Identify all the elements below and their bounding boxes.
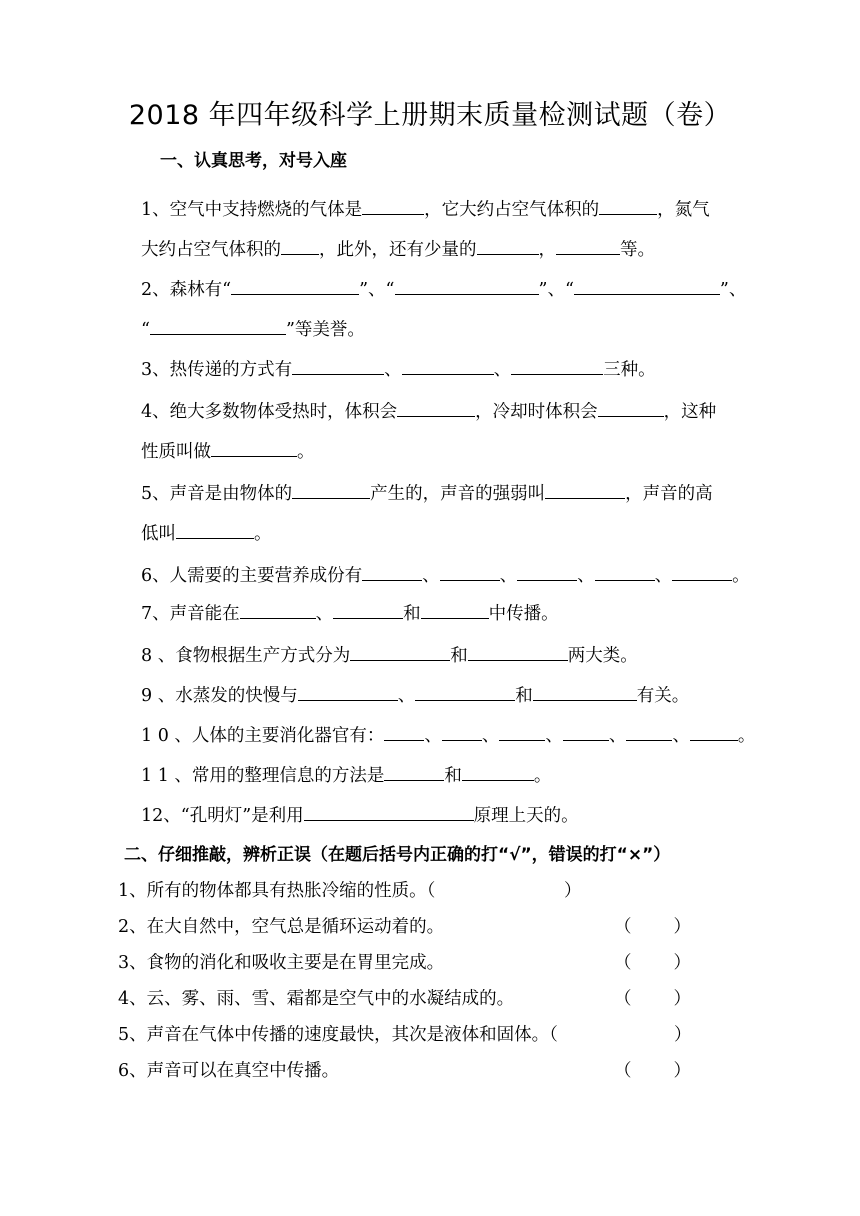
answer-blank[interactable] xyxy=(415,682,515,701)
answer-blank[interactable] xyxy=(231,276,359,295)
answer-paren-5[interactable]: ） xyxy=(674,1025,692,1045)
page-title: 2018 年四年级科学上册期末质量检测试题（卷） xyxy=(128,100,732,131)
answer-blank[interactable] xyxy=(211,438,297,457)
answer-blank[interactable] xyxy=(499,722,545,741)
answer-blank[interactable] xyxy=(292,356,384,375)
answer-blank[interactable] xyxy=(599,196,657,215)
question-5-line-1: 5、声音是由物体的 产生的，声音的强弱叫 ，声音的高 xyxy=(141,480,713,507)
answer-blank[interactable] xyxy=(362,562,422,581)
judge-item-3: 3、食物的消化和吸收主要是在胃里完成。 xyxy=(118,953,445,973)
answer-blank[interactable] xyxy=(298,682,398,701)
question-7: 7、声音能在 、 和 中传播。 xyxy=(141,600,559,627)
answer-blank[interactable] xyxy=(598,398,664,417)
answer-paren-1[interactable]: ） xyxy=(564,881,582,901)
answer-blank[interactable] xyxy=(176,520,254,539)
answer-blank[interactable] xyxy=(517,562,577,581)
answer-paren-2[interactable]: （ ） xyxy=(614,917,691,937)
answer-blank[interactable] xyxy=(672,562,732,581)
answer-blank[interactable] xyxy=(563,722,609,741)
question-10: 1 0 、人体的主要消化器官有： 、 、 、 、 、 。 xyxy=(141,722,755,749)
question-8: 8 、食物根据生产方式分为 和 两大类。 xyxy=(141,642,638,669)
answer-blank[interactable] xyxy=(395,276,539,295)
answer-blank[interactable] xyxy=(574,276,720,295)
answer-blank[interactable] xyxy=(397,398,475,417)
question-2-line-1: 2、森林有“ ”、“ ”、“ ”、 xyxy=(141,276,746,303)
answer-blank[interactable] xyxy=(421,600,489,619)
question-11: 1 1 、常用的整理信息的方法是 和 。 xyxy=(141,762,551,789)
question-6: 6、人需要的主要营养成份有 、 、 、 、 。 xyxy=(141,562,750,589)
answer-blank[interactable] xyxy=(690,722,738,741)
answer-blank[interactable] xyxy=(440,562,500,581)
answer-paren-3[interactable]: （ ） xyxy=(614,953,691,973)
answer-blank[interactable] xyxy=(533,682,637,701)
answer-blank[interactable] xyxy=(384,722,424,741)
answer-paren-4[interactable]: （ ） xyxy=(614,989,691,1009)
question-4-line-2: 性质叫做 。 xyxy=(141,438,315,465)
answer-blank[interactable] xyxy=(292,480,370,499)
answer-blank[interactable] xyxy=(442,722,482,741)
judge-item-5: 5、声音在气体中传播的速度最快，其次是液体和固体。（ xyxy=(118,1025,558,1045)
answer-blank[interactable] xyxy=(511,356,603,375)
answer-paren-6[interactable]: （ ） xyxy=(614,1061,691,1081)
answer-blank[interactable] xyxy=(350,642,450,661)
judge-item-2: 2、在大自然中，空气总是循环运动着的。 xyxy=(118,917,445,937)
question-3: 3、热传递的方式有 、 、 三种。 xyxy=(141,356,656,383)
answer-blank[interactable] xyxy=(304,802,474,821)
answer-blank[interactable] xyxy=(333,600,403,619)
question-2-line-2: “ ”等美誉。 xyxy=(141,316,365,343)
question-4-line-1: 4、绝大多数物体受热时，体积会 ，冷却时体积会 ，这种 xyxy=(141,398,716,425)
judge-item-6: 6、声音可以在真空中传播。 xyxy=(118,1061,340,1081)
answer-blank[interactable] xyxy=(477,236,539,255)
judge-item-1: 1、所有的物体都具有热胀冷缩的性质。（ xyxy=(118,881,436,901)
section-2-heading: 二、仔细推敲，辨析正误（在题后括号内正确的打“√”，错误的打“×”） xyxy=(124,845,671,865)
section-1-heading: 一、认真思考，对号入座 xyxy=(160,151,347,171)
answer-blank[interactable] xyxy=(281,236,319,255)
answer-blank[interactable] xyxy=(556,236,620,255)
answer-blank[interactable] xyxy=(402,356,494,375)
answer-blank[interactable] xyxy=(150,316,286,335)
question-5-line-2: 低叫 。 xyxy=(141,520,272,547)
question-9: 9 、水蒸发的快慢与 、 和 有关。 xyxy=(141,682,689,709)
answer-blank[interactable] xyxy=(626,722,672,741)
answer-blank[interactable] xyxy=(468,642,568,661)
judge-item-4: 4、云、雾、雨、雪、霜都是空气中的水凝结成的。 xyxy=(118,989,515,1009)
answer-blank[interactable] xyxy=(362,196,424,215)
answer-blank[interactable] xyxy=(240,600,316,619)
answer-blank[interactable] xyxy=(545,480,625,499)
answer-blank[interactable] xyxy=(595,562,655,581)
answer-blank[interactable] xyxy=(384,762,444,781)
question-12: 12、“孔明灯”是利用 原理上天的。 xyxy=(141,802,579,829)
question-1-line-2: 大约占空气体积的 ，此外，还有少量的 ， 等。 xyxy=(141,236,655,263)
question-1-line-1: 1、空气中支持燃烧的气体是 ，它大约占空气体积的 ，氮气 xyxy=(141,196,710,223)
answer-blank[interactable] xyxy=(462,762,534,781)
